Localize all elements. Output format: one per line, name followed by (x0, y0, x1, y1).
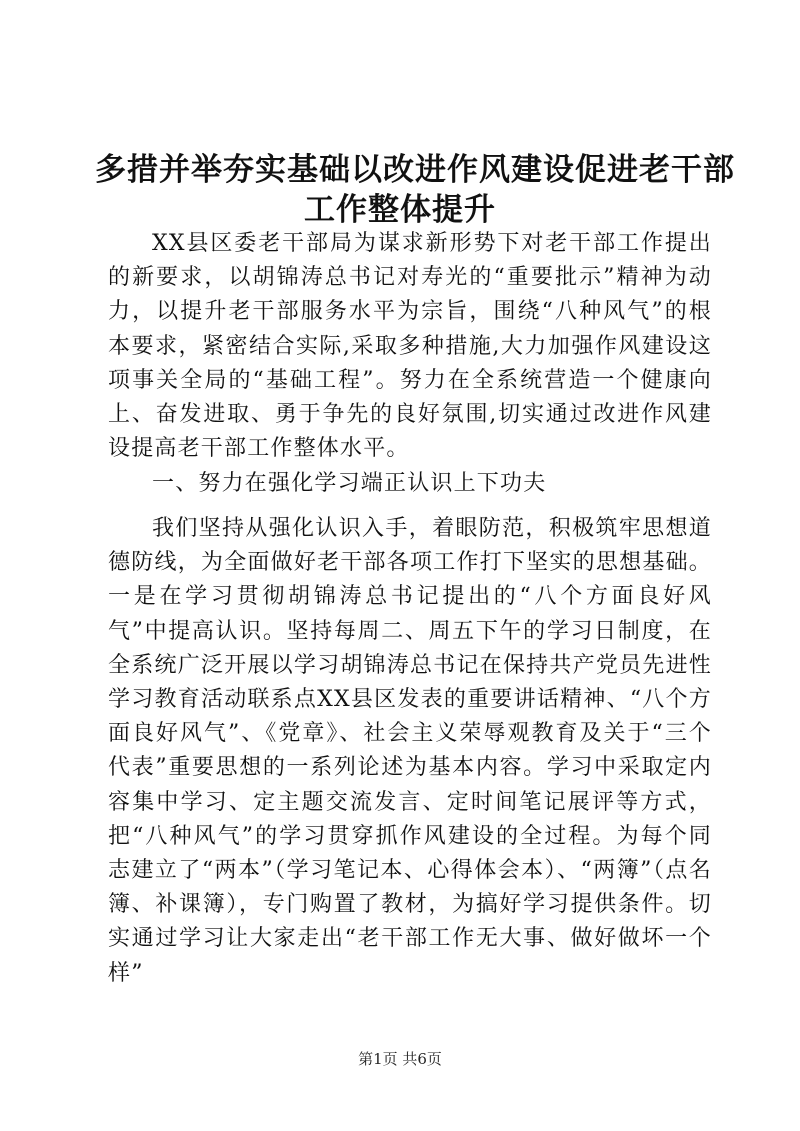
document-title-line-2: 工作整体提升 (304, 192, 496, 228)
document-title-line-1: 多措并举夯实基础以改进作风建设促进老干部 (95, 152, 735, 188)
paragraph-section-1: 我们坚持从强化认识入手，着眼防范，积极筑牢思想道德防线，为全面做好老干部各项工作打下坚实的思想基础。一是在学习贯彻胡锦涛总书记提出的“八个方面良好风气”中提高认识。坚持每周二、周五下午的学习日制度，在全系统广泛开展以学习胡锦涛总书记在保持共产党员先进性学习教育活动联系点XX县区发表的重要讲话精神、“八个方面良好风气”、《党章》、社会主义荣辱观教育及关于“三个代表”重要思想的一系列论述为基本内容。学习中采取定内容集中学习、定主题交流发言、定时间笔记展评等方式，把“八种风气”的学习贯穿抓作风建设的全过程。为每个同志建立了“两本”（学习笔记本、心得体会本）、“两簿”（点名簿、补课簿），专门购置了教材，为搞好学习提供条件。切实通过学习让大家走出“老干部工作无大事、做好做坏一个样” (108, 516, 712, 986)
section-heading-1: 一、努力在强化学习端正认识上下功夫 (152, 471, 547, 496)
paragraph-intro: XX县区委老干部局为谋求新形势下对老干部工作提出的新要求，以胡锦涛总书记对寿光的“重要批示”精神为动力，以提升老干部服务水平为宗旨，围绕“八种风气”的根本要求，紧密结合实际,采取多种措施,大力加强作风建设这项事关全局的“基础工程”。努力在全系统营造一个健康向上、奋发进取、勇于争先的良好氛围,切实通过改进作风建设提高老干部工作整体水平。 (108, 231, 712, 462)
page-number-footer: 第1页 共6页 (358, 1050, 442, 1068)
